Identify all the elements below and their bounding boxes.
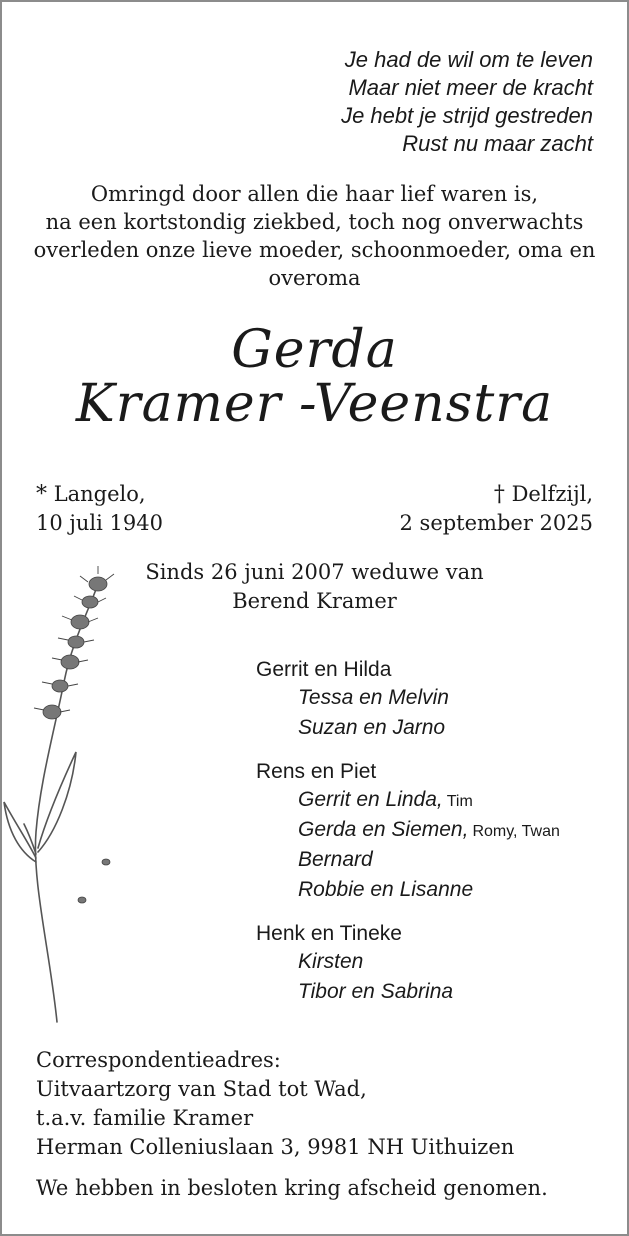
death-place: Delfzijl,	[511, 482, 593, 506]
intro-line: Omringd door allen die haar lief waren is,	[90, 182, 539, 206]
intro-line: overleden onze lieve moeder, schoonmoeder, oma en	[33, 238, 596, 262]
family-child: Robbie en Lisanne	[298, 878, 474, 901]
address-label: Correspondentieadres:	[36, 1048, 281, 1072]
death-cross-icon: †	[493, 482, 505, 507]
death-date: 2 september 2025	[399, 511, 593, 535]
family-parents: Henk en Tineke	[256, 922, 402, 945]
poem-line: Je had de wil om te leven	[344, 47, 593, 72]
deceased-last-name: Kramer -Veenstra	[75, 374, 554, 434]
family-parents: Rens en Piet	[256, 760, 377, 783]
birth-star-icon: *	[36, 482, 47, 507]
address-line: Herman Colleniuslaan 3, 9981 NH Uithuizen	[36, 1135, 515, 1159]
family-child: Suzan en Jarno	[298, 716, 446, 739]
family-child: Gerda en Siemen, Romy, Twan	[298, 818, 560, 841]
closing-note: We hebben in besloten kring afscheid genomen.	[36, 1176, 548, 1200]
correspondence-address	[36, 1046, 514, 1162]
family-group	[256, 758, 560, 906]
poem-line: Je hebt je strijd gestreden	[341, 103, 593, 128]
poem	[341, 46, 593, 158]
poem-line: Maar niet meer de kracht	[348, 75, 593, 100]
family-child: Tibor en Sabrina	[298, 980, 454, 1003]
address-line: t.a.v. familie Kramer	[36, 1106, 254, 1130]
family-child: Kirsten	[298, 950, 364, 973]
widow-line: Sinds 26 juni 2007 weduwe van	[145, 560, 484, 584]
address-line: Uitvaartzorg van Stad tot Wad,	[36, 1077, 367, 1101]
intro-line: overoma	[268, 266, 361, 290]
family-parents: Gerrit en Hilda	[256, 658, 392, 681]
poem-line: Rust nu maar zacht	[402, 131, 593, 156]
deceased-first-name: Gerda	[231, 320, 398, 380]
birth-place: Langelo,	[53, 482, 146, 506]
family-group	[256, 920, 560, 1008]
lavender-sprig-icon	[2, 562, 142, 1042]
intro-line: na een kortstondig ziekbed, toch nog onverwachts	[45, 210, 584, 234]
family-child: Gerrit en Linda, Tim	[298, 788, 473, 811]
family-list	[256, 656, 560, 1022]
death-info	[400, 480, 594, 538]
birth-date: 10 juli 1940	[36, 511, 163, 535]
widow-spouse: Berend Kramer	[232, 589, 397, 613]
intro-text	[2, 180, 627, 292]
birth-info	[36, 480, 163, 538]
family-child: Tessa en Melvin	[298, 686, 449, 709]
family-child: Bernard	[298, 848, 373, 871]
family-group	[256, 656, 560, 744]
